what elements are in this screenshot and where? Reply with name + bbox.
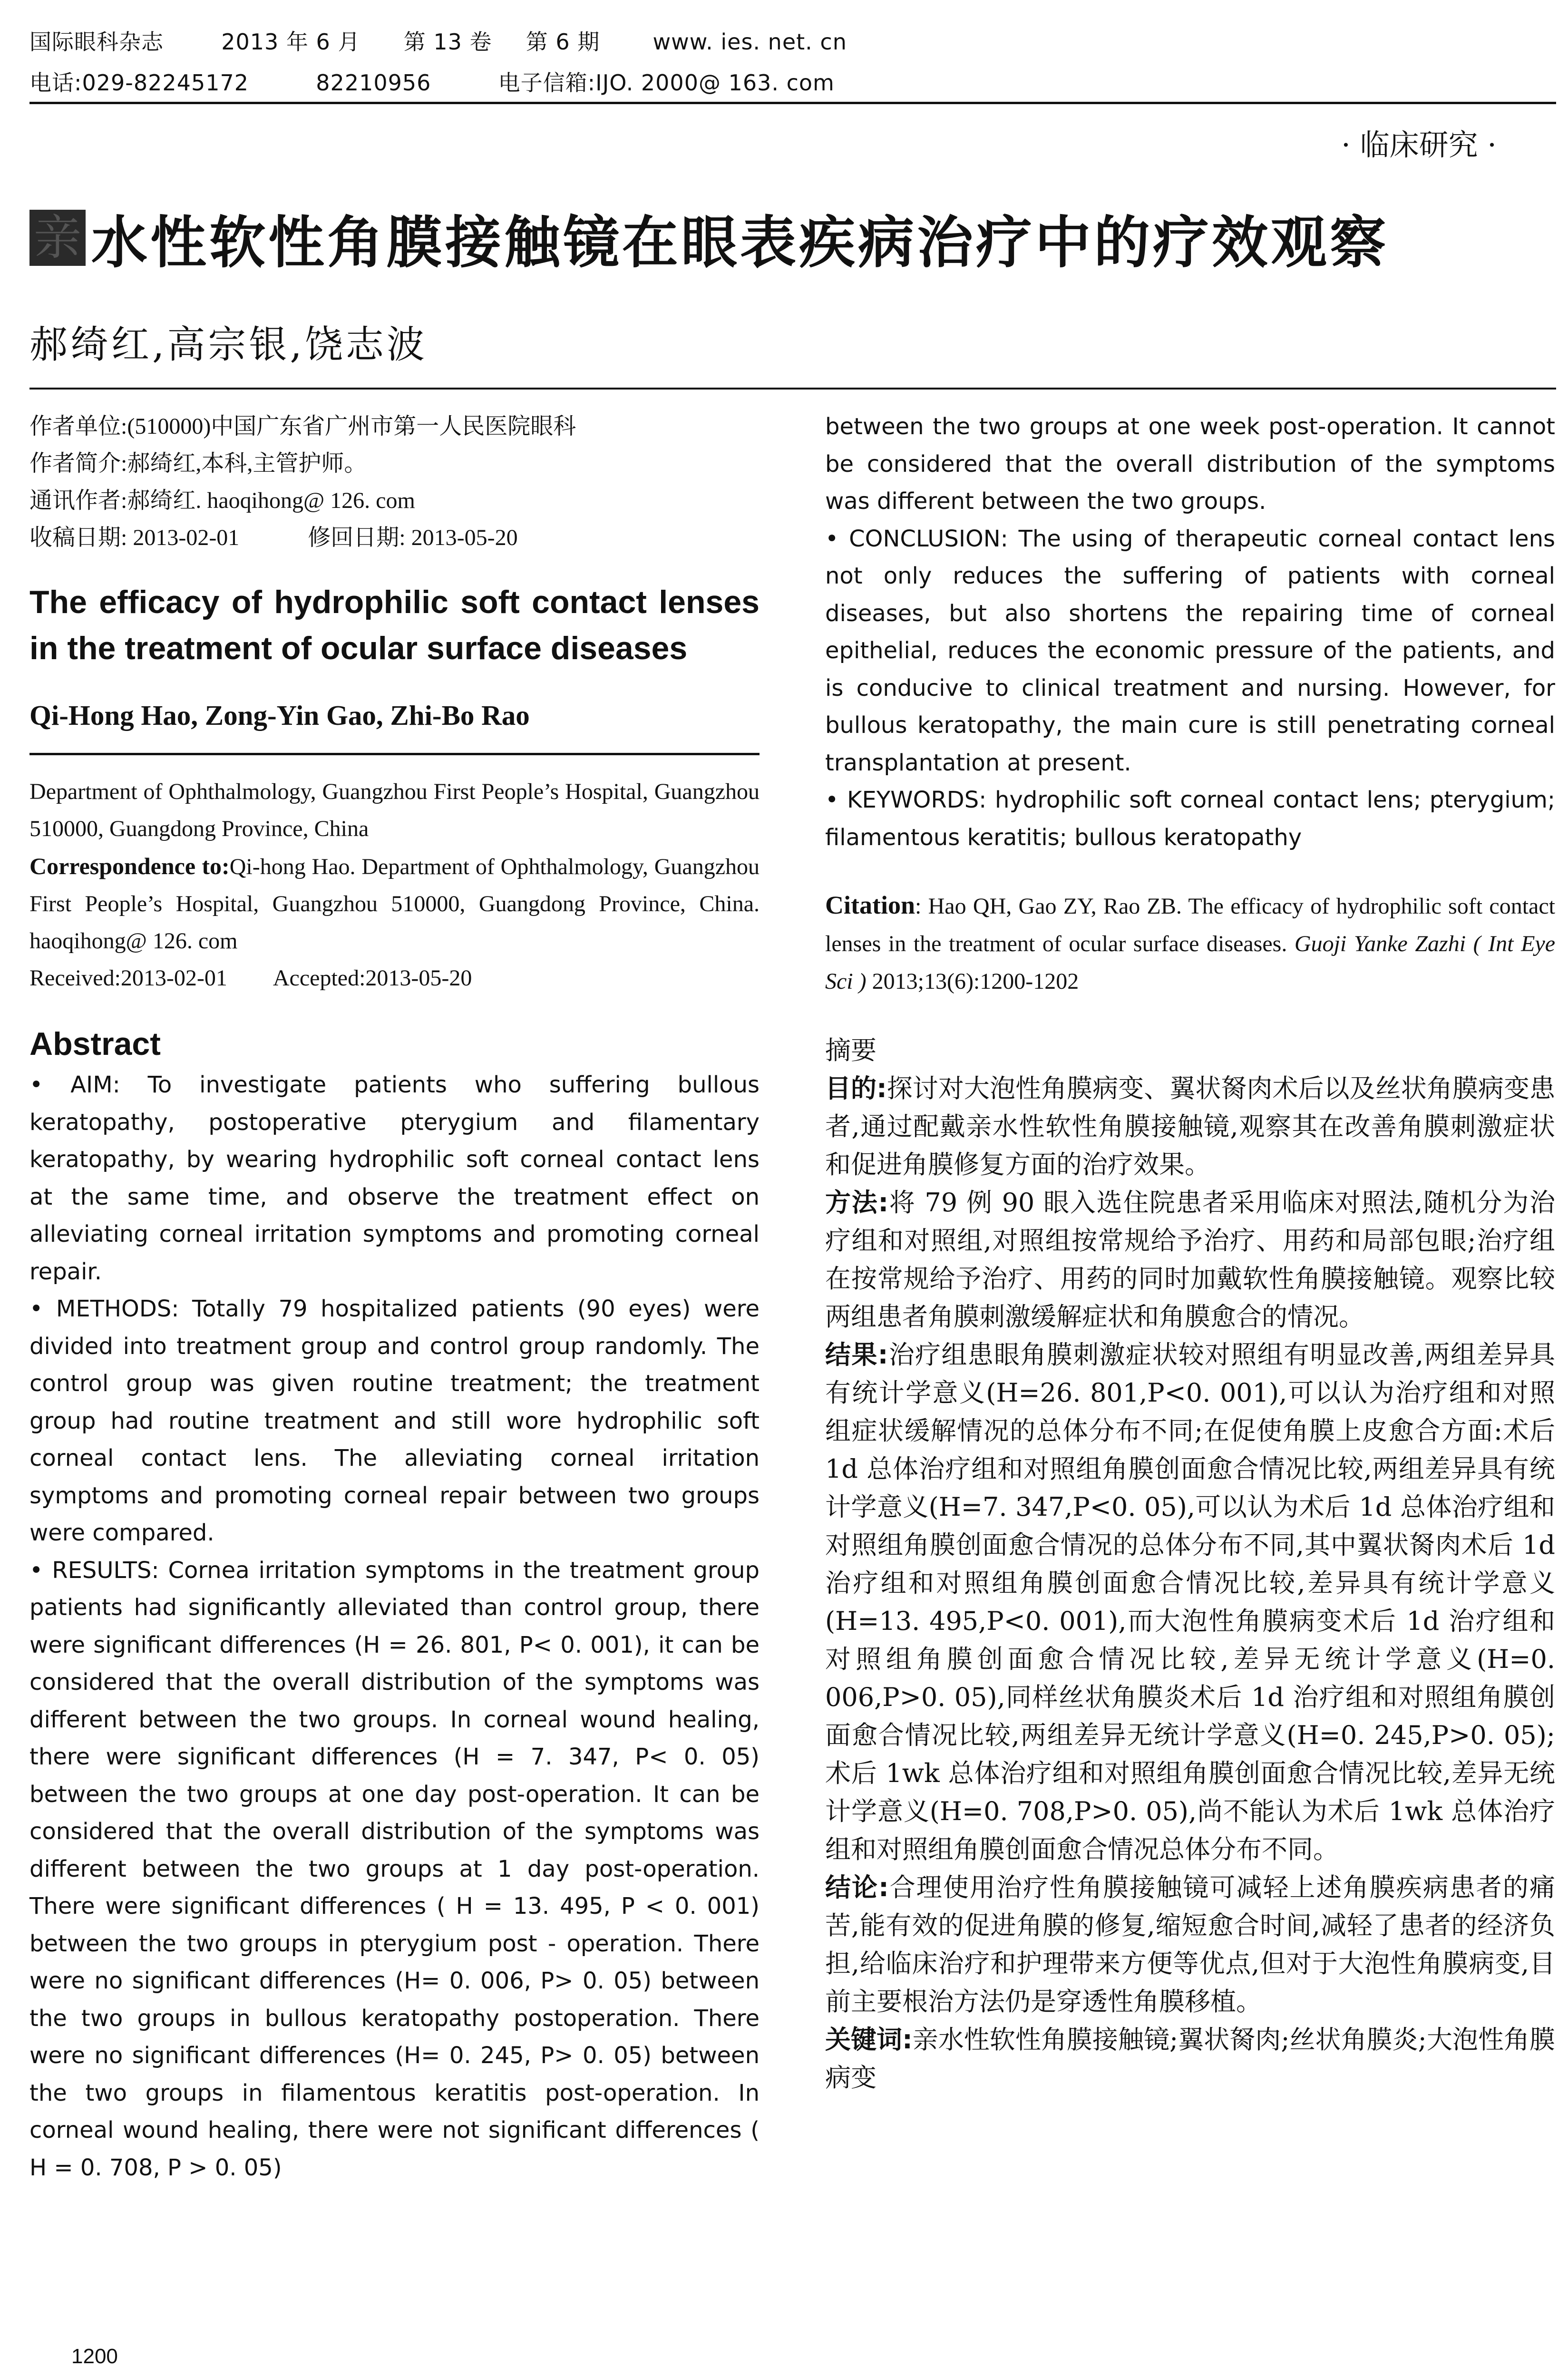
cn-methods-label: 方法: (825, 1188, 889, 1218)
abstract-heading: Abstract (29, 1026, 161, 1062)
cn-conclusion (825, 1869, 1555, 2021)
received-accepted: Received:2013-02-01 Accepted:2013-05-20 (29, 965, 472, 991)
citation-label: Citation (825, 891, 915, 919)
journal-phone: 电话:029-82245172 (29, 70, 249, 96)
cn-conclusion-text: 合理使用治疗性角膜接触镜可减轻上述角膜疾病患者的痛苦,能有效的促进角膜的修复,缩短愈合时间,减轻了患者的经济负担,给临床治疗和护理带来方便等优点,但对于大泡性角膜病变,目前主要根治方法仍是穿透性角膜移植。 (825, 1872, 1555, 2017)
cn-aim-text: 探讨对大泡性角膜病变、翼状胬肉术后以及丝状角膜病变患者,通过配戴亲水性软性角膜接触镜,观察其在改善角膜刺激症状和促进角膜修复方面的治疗效果。 (825, 1073, 1555, 1179)
article-title (29, 197, 1561, 278)
chinese-abstract (825, 1070, 1555, 2097)
volume: 第 13 卷 (403, 29, 492, 55)
abstract-results-continued: between the two groups at one week post-operation. It cannot be considered that the overall distribution of the symptoms was different between the two groups. (825, 413, 1555, 515)
authors-chinese: 郝绮红,高宗银,饶志波 (29, 322, 428, 367)
section-label: · 临床研究 · (1341, 127, 1497, 162)
header-rule (29, 102, 1556, 104)
cn-methods-text: 将 79 例 90 眼入选住院患者采用临床对照法,随机分为治疗组和对照组,对照组按常规给予治疗、用药和局部包眼;治疗组在按常规给予治疗、用药的同时加戴软性角膜接触镜。观察比较两组患者角膜刺激缓解症状和角膜愈合的情况。 (825, 1188, 1555, 1332)
journal-phone2: 82210956 (316, 70, 431, 96)
citation (825, 887, 1555, 1000)
citation-tail: 2013;13(6):1200-1202 (866, 969, 1079, 994)
page-number: 1200 (71, 2345, 118, 2368)
citation-journal: Guoji Yanke Zazhi ( Int Eye Sci ) (825, 931, 1555, 994)
cn-aim (825, 1070, 1555, 1184)
title-first-char-block: 亲 (29, 210, 86, 266)
title-text: 水性软性角膜接触镜在眼表疾病治疗中的疗效观察 (91, 210, 1389, 275)
abstract-methods: • METHODS: Totally 79 hospitalized patients (90 eyes) were divided into treatment group and control group randomly. The control group was given routine treatment; the treatment group had routine treatment and still wore hydrophilic soft corneal contact lens. The alleviating corneal irritation symptoms and promoting corneal repair between two groups were compared. (29, 1296, 760, 1546)
affiliation-text: Department of Ophthalmology, Guangzhou First People’s Hospital, Guangzhou 510000, Guangdong Province, China (29, 779, 760, 841)
abstract-results: • RESULTS: Cornea irritation symptoms in the treatment group patients had significantly alleviated than control group, there were significant differences (H = 26. 801, P< 0. 001), it can be considered that the overall distribution of the symptoms was different between the two groups. In corneal wound healing, there were significant differences (H = 7. 347, P< 0. 05) between the two groups at one day post-operation. It can be considered that the overall distribution of the symptoms was different between the two groups at 1 day post-operation. There were significant differences ( H = 13. 495, P < 0. 001) between the two groups in pterygium post - operation. There were no significant differences (H= 0. 006, P> 0. 05) between the two groups in bullous keratopathy postoperation. There were no significant differences (H= 0. 245, P> 0. 05) between the two groups in filamentous keratitis post-operation. In corneal wound healing, there were not significant differences ( H = 0. 708, P > 0. 05) (29, 1557, 760, 2181)
journal-header-line2 (29, 66, 835, 97)
english-abstract-continued (825, 408, 1555, 856)
correspondence-text: Qi-hong Hao. Department of Ophthalmology, Guangzhou First People’s Hospital, Guangzhou 510000, Guangdong Province, China. haoqihong@ 126. com (29, 854, 760, 954)
abstract-conclusion: • CONCLUSION: The using of therapeutic corneal contact lens not only reduces the suffering of patients with corneal diseases, but also shortens the repairing time of corneal epithelial, reduces the economic pressure of the patients, and is conducive to clinical treatment and nursing. However, for bullous keratopathy, the main cure is still penetrating corneal transplantation at present. (825, 525, 1555, 776)
author-metadata (29, 408, 760, 556)
journal-website: www. ies. net. cn (653, 29, 847, 55)
journal-header-line1 (29, 25, 847, 56)
journal-name: 国际眼科杂志 (29, 29, 164, 55)
english-title: The efficacy of hydrophilic soft contact lenses in the treatment of ocular surface diseases (29, 584, 760, 666)
abstract-keywords: • KEYWORDS: hydrophilic soft corneal contact lens; pterygium; filamentous keratitis; bullous keratopathy (825, 787, 1555, 851)
cn-keywords-label: 关键词: (825, 2025, 913, 2055)
left-column (29, 408, 760, 2186)
corresponding-author-cn: 通讯作者:郝绮红. haoqihong@ 126. com (29, 488, 415, 513)
english-affiliation (29, 773, 760, 997)
right-column (825, 408, 1555, 2097)
english-authors-rule (29, 753, 760, 755)
author-bio-cn: 作者简介:郝绮红,本科,主管护师。 (29, 451, 367, 476)
received-dates-cn: 收稿日期: 2013-02-01 修回日期: 2013-05-20 (29, 525, 518, 550)
abstract-aim: • AIM: To investigate patients who suffering bullous keratopathy, postoperative pterygium and filamentary keratopathy, by wearing hydrophilic soft corneal contact lens at the same time, and observe the treatment effect on alleviating corneal irritation symptoms and promoting corneal repair. (29, 1072, 760, 1285)
chinese-abstract-heading: 摘要 (825, 1035, 877, 1065)
cn-keywords (825, 2021, 1555, 2097)
journal-email: 电子信箱:IJO. 2000@ 163. com (498, 70, 835, 96)
issue: 第 6 期 (526, 29, 600, 55)
cn-methods (825, 1184, 1555, 1336)
cn-results-text: 治疗组患眼角膜刺激症状较对照组有明显改善,两组差异具有统计学意义(H=26. 801,P<0. 001),可以认为治疗组和对照组症状缓解情况的总体分布不同;在促使角膜上皮愈合方面:术后 1d 总体治疗组和对照组角膜创面愈合情况比较,两组差异具有统计学意义(H=7. 347,P<0. 05),可以认为术后 1d 总体治疗组和对照组角膜创面愈合情况的总体分布不同,其中翼状胬肉术后 1d 治疗组和对照组角膜创面愈合情况比较,差异具有统计学意义(H=13. 495,P<0. 001),而大泡性角膜病变术后 1d 治疗组和对照组角膜创面愈合情况比较,差异无统计学意义(H=0. 006,P>0. 05),同样丝状角膜炎术后 1d 治疗组和对照组角膜创面愈合情况比较,两组差异无统计学意义(H=0. 245,P>0. 05);术后 1wk 总体治疗组和对照组角膜创面愈合情况比较,差异无统计学意义(H=0. 708,P>0. 05),尚不能认为术后 1wk 总体治疗组和对照组角膜创面愈合情况总体分布不同。 (825, 1340, 1555, 1864)
issue-date: 2013 年 6 月 (221, 29, 360, 55)
cn-results (825, 1336, 1555, 1869)
author-affiliation-cn: 作者单位:(510000)中国广东省广州市第一人民医院眼科 (29, 414, 576, 439)
english-abstract (29, 1066, 760, 2186)
citation-text: : Hao QH, Gao ZY, Rao ZB. The efficacy of hydrophilic soft contact lenses in the treatment of ocular surface diseases. (825, 894, 1555, 956)
cn-keywords-text: 亲水性软性角膜接触镜;翼状胬肉;丝状角膜炎;大泡性角膜病变 (825, 2025, 1555, 2093)
correspondence-label: Correspondence to: (29, 853, 230, 879)
authors-rule (29, 388, 1556, 390)
correspondence (29, 848, 760, 960)
cn-aim-label: 目的: (825, 1073, 887, 1103)
english-authors: Qi-Hong Hao, Zong-Yin Gao, Zhi-Bo Rao (29, 700, 530, 731)
cn-conclusion-label: 结论: (825, 1872, 889, 1902)
cn-results-label: 结果: (825, 1340, 888, 1370)
